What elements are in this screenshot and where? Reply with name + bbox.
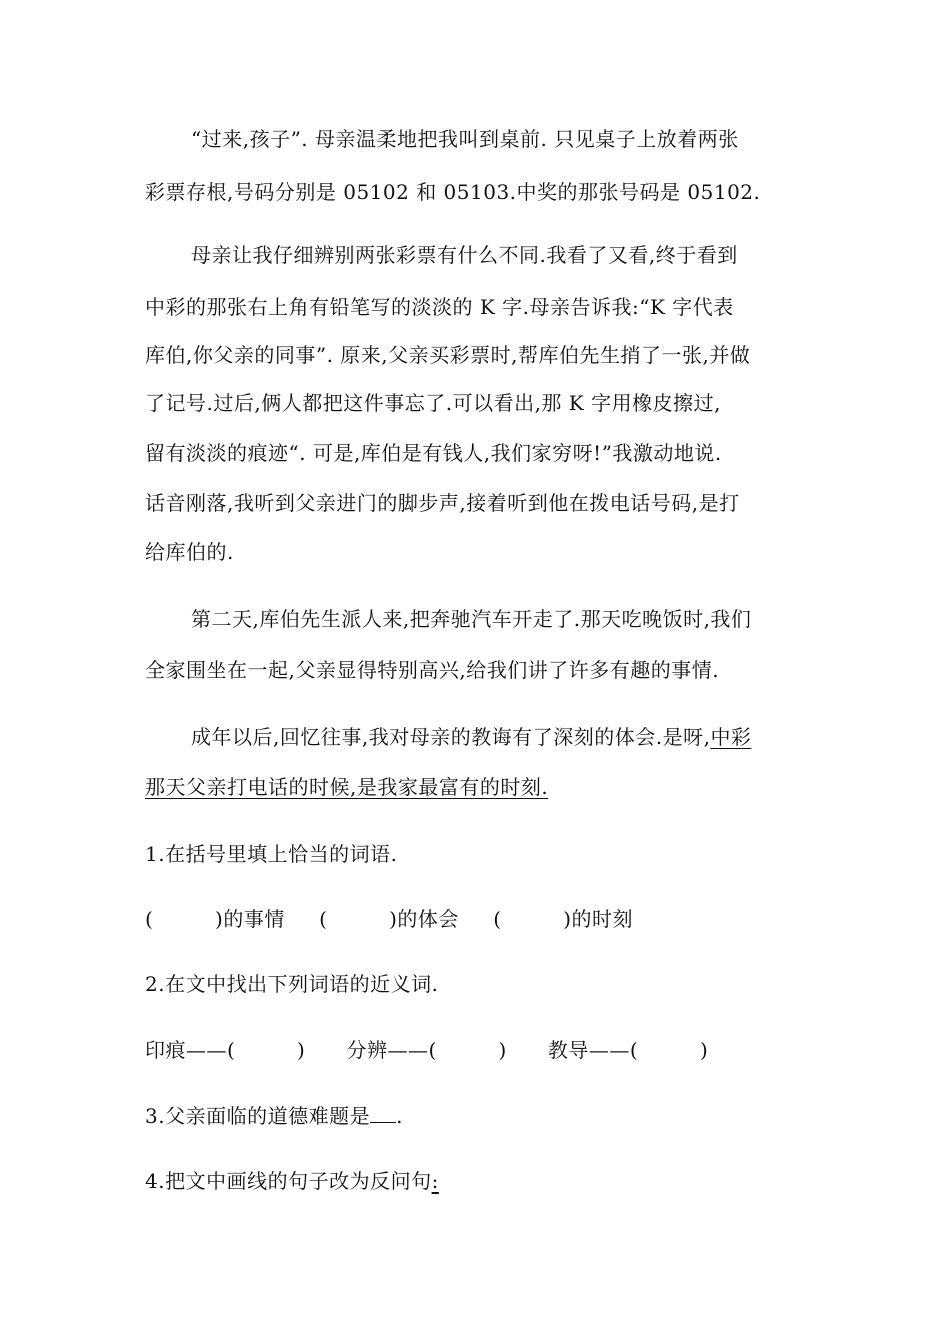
paragraph-4-line-1: [191, 723, 751, 751]
paragraph-2-line-3: 库伯,你父亲的同事”. 原来,父亲买彩票时,帮库伯先生捎了一张,并做: [145, 343, 751, 367]
paragraph-4-line-2: [145, 773, 548, 801]
question-4-colon: :: [431, 1169, 439, 1193]
paragraph-2-line-7: 给库伯的.: [145, 540, 234, 564]
paragraph-1-line-1: “过来,孩子”. 母亲温柔地把我叫到桌前. 只见桌子上放着两张: [191, 127, 739, 151]
paragraph-4-plain-text: 成年以后,回忆往事,我对母亲的教诲有了深刻的体会.是呀,: [191, 725, 711, 749]
question-3-period: .: [396, 1104, 403, 1128]
question-2-text: 2.在文中找出下列词语的近义词.: [145, 972, 439, 996]
paragraph-1-line-2: 彩票存根,号码分别是 05102 和 05103.中奖的那张号码是 05102.: [145, 180, 761, 204]
question-3-text: 3.父亲面临的道德难题是: [145, 1104, 371, 1128]
paragraph-3-line-2: 全家围坐在一起,父亲显得特别高兴,给我们讲了许多有趣的事情.: [145, 658, 720, 682]
question-4: [145, 1167, 439, 1195]
paragraph-2-line-4: 了记号.过后,俩人都把这件事忘了.可以看出,那 K 字用橡皮擦过,: [145, 391, 721, 415]
question-3-answer-blank[interactable]: [370, 1102, 396, 1123]
question-2-blanks: 印痕——( ) 分辨——( ) 教导——( ): [145, 1038, 709, 1062]
paragraph-2-line-2: 中彩的那张右上角有铅笔写的淡淡的 K 字.母亲告诉我:“K 字代表: [145, 295, 734, 319]
underlined-sentence-start: 中彩: [710, 725, 752, 749]
question-4-text: 4.把文中画线的句子改为反问句: [145, 1169, 432, 1193]
question-1-text: 1.在括号里填上恰当的词语.: [145, 842, 398, 866]
paragraph-2-line-6: 话音刚落,我听到父亲进门的脚步声,接着听到他在拨电话号码,是打: [145, 491, 740, 515]
question-1-blanks: ( )的事情 ( )的体会 ( )的时刻: [145, 907, 634, 931]
paragraph-2-line-5: 留有淡淡的痕迹“. 可是,库伯是有钱人,我们家穷呀!”我激动地说.: [145, 441, 722, 465]
underlined-sentence-end: 那天父亲打电话的时候,是我家最富有的时刻.: [145, 775, 549, 799]
paragraph-3-line-1: 第二天,库伯先生派人来,把奔驰汽车开走了.那天吃晚饭时,我们: [191, 607, 752, 631]
question-3: [145, 1102, 403, 1130]
paragraph-2-line-1: 母亲让我仔细辨别两张彩票有什么不同.我看了又看,终于看到: [191, 243, 738, 267]
